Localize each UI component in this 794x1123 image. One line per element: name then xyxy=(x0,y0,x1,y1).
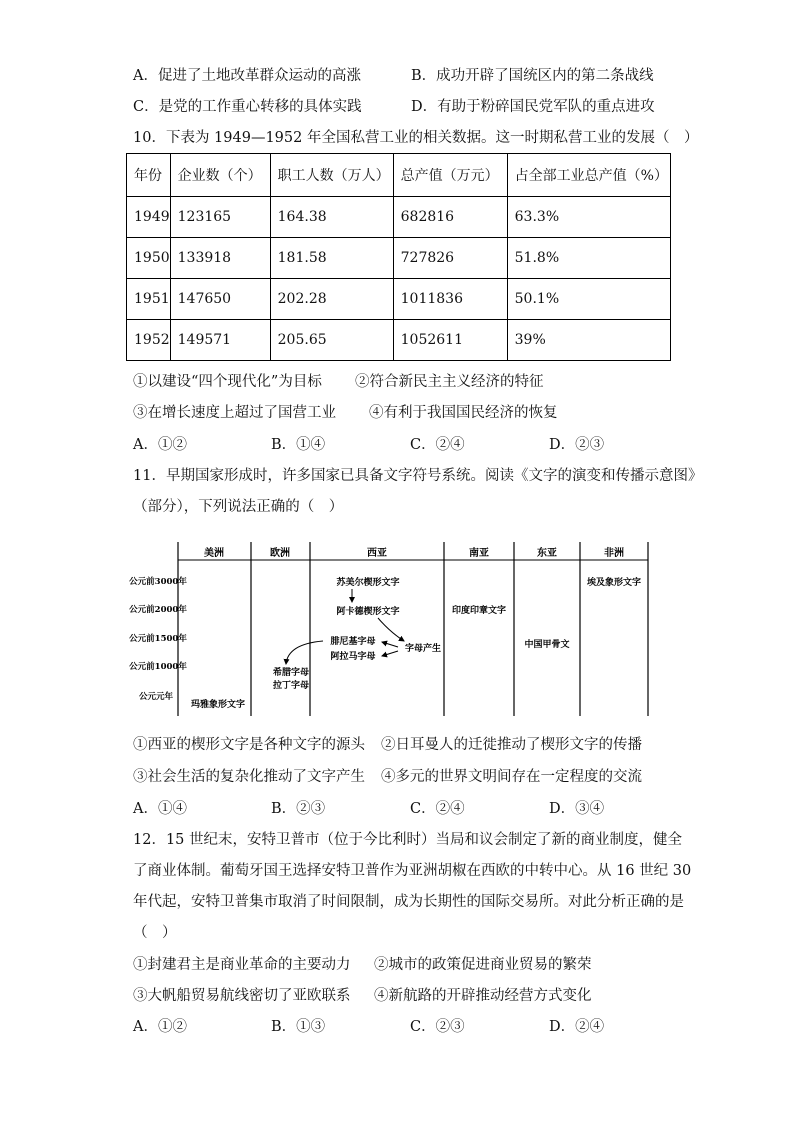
table-cell: 181.58 xyxy=(270,238,393,279)
script-sumerian: 苏美尔楔形文字 xyxy=(336,578,400,588)
q11-option-b: B．②③ xyxy=(271,801,326,817)
table-header-row xyxy=(127,154,671,197)
q9-option-c: C．是党的工作重心转移的具体实践 xyxy=(133,99,362,115)
table-row xyxy=(127,279,671,320)
q9-option-a: A．促进了土地改革群众运动的高涨 xyxy=(133,68,361,84)
q10-statement-4: ④有利于我国国民经济的恢复 xyxy=(369,405,558,421)
script-greek: 希腊字母 xyxy=(272,668,310,678)
table-cell: 149571 xyxy=(170,320,270,361)
arrow-akkadian-to-alphabet xyxy=(378,618,404,641)
q12-statement-2: ②城市的政策促进商业贸易的繁荣 xyxy=(374,957,592,973)
era-1500bc: 公元前1500年 xyxy=(129,634,187,644)
q10-statement-2: ②符合新民主主义经济的特征 xyxy=(355,374,544,390)
region-west-asia: 西亚 xyxy=(367,548,387,559)
table-cell: 1949 xyxy=(127,197,171,238)
era-3000bc: 公元前3000年 xyxy=(129,577,187,587)
table-cell: 123165 xyxy=(170,197,270,238)
q10-option-b: B．①④ xyxy=(271,437,326,453)
q12-stem-line-1: 12．15 世纪末，安特卫普市（位于今比利时）当局和议会制定了新的商业制度，健全 xyxy=(133,832,683,848)
arrow-alphabet-to-aramaic xyxy=(382,651,398,656)
script-aramaic: 阿拉马字母 xyxy=(330,652,376,662)
table-cell: 1950 xyxy=(127,238,171,279)
writing-evolution-diagram xyxy=(128,540,658,718)
table-row xyxy=(127,197,671,238)
q11-option-d: D．③④ xyxy=(549,801,605,817)
table-cell: 1952 xyxy=(127,320,171,361)
era-2000bc: 公元前2000年 xyxy=(129,605,187,615)
table-cell: 63.3% xyxy=(507,197,670,238)
q10-option-d: D．②③ xyxy=(549,437,605,453)
script-phoenician: 腓尼基字母 xyxy=(330,637,376,647)
table-cell: 50.1% xyxy=(507,279,670,320)
region-africa: 非洲 xyxy=(604,548,624,559)
q11-statement-3: ③社会生活的复杂化推动了文字产生 xyxy=(133,769,365,785)
table-header-cell: 总产值（万元） xyxy=(393,154,507,197)
script-egypt: 埃及象形文字 xyxy=(586,578,642,588)
table-cell: 164.38 xyxy=(270,197,393,238)
table-cell: 1052611 xyxy=(393,320,507,361)
q11-stem-line-1: 11．早期国家形成时，许多国家已具备文字符号系统。阅读《文字的演变和传播示意图》 xyxy=(133,468,703,484)
q11-option-a: A．①④ xyxy=(133,801,187,817)
table-cell: 147650 xyxy=(170,279,270,320)
table-header-cell: 年份 xyxy=(127,154,171,197)
q11-statement-4: ④多元的世界文明间存在一定程度的交流 xyxy=(381,769,642,785)
q10-option-a: A．①② xyxy=(133,437,187,453)
era-year-1: 公元元年 xyxy=(138,692,174,702)
table-cell: 202.28 xyxy=(270,279,393,320)
table-cell: 205.65 xyxy=(270,320,393,361)
table-header-cell: 职工人数（万人） xyxy=(270,154,393,197)
q12-statement-4: ④新航路的开辟推动经营方式变化 xyxy=(374,988,592,1004)
table-cell: 39% xyxy=(507,320,670,361)
table-cell: 727826 xyxy=(393,238,507,279)
q10-data-table xyxy=(126,153,671,361)
q10-statement-3: ③在增长速度上超过了国营工业 xyxy=(133,405,336,421)
q12-option-d: D．②④ xyxy=(549,1019,605,1035)
q12-option-a: A．①② xyxy=(133,1019,187,1035)
table-row xyxy=(127,238,671,279)
q9-option-b: B．成功开辟了国统区内的第二条战线 xyxy=(411,68,654,84)
q12-stem-line-4: （ ） xyxy=(133,925,177,941)
era-1000bc: 公元前1000年 xyxy=(129,662,187,672)
region-south-asia: 南亚 xyxy=(469,548,489,559)
table-cell: 1951 xyxy=(127,279,171,320)
script-oracle-bone: 中国甲骨文 xyxy=(524,640,570,650)
q11-stem-line-2: （部分），下列说法正确的（ ） xyxy=(133,499,344,515)
table-cell: 682816 xyxy=(393,197,507,238)
arrow-phoenician-to-greek xyxy=(286,641,323,664)
q10-stem: 10．下表为 1949—1952 年全国私营工业的相关数据。这一时期私营工业的发展（ ） xyxy=(133,130,699,146)
table-header-cell: 企业数（个） xyxy=(170,154,270,197)
q9-option-d: D．有助于粉碎国民党军队的重点进攻 xyxy=(411,99,655,115)
arrow-alphabet-to-phoenician xyxy=(382,642,398,647)
script-alphabet-origin: 字母产生 xyxy=(404,644,442,654)
region-america: 美洲 xyxy=(204,548,224,559)
script-latin: 拉丁字母 xyxy=(272,681,310,691)
table-cell: 1011836 xyxy=(393,279,507,320)
q10-option-c: C．②④ xyxy=(410,437,465,453)
table-cell: 133918 xyxy=(170,238,270,279)
q11-option-c: C．②④ xyxy=(410,801,465,817)
q12-option-b: B．①③ xyxy=(271,1019,326,1035)
q12-option-c: C．②③ xyxy=(410,1019,465,1035)
q12-stem-line-3: 年代起，安特卫普集市取消了时间限制，成为长期性的国际交易所。对此分析正确的是 xyxy=(133,894,684,910)
region-europe: 欧洲 xyxy=(270,548,290,559)
table-row xyxy=(127,320,671,361)
table-cell: 51.8% xyxy=(507,238,670,279)
q12-statement-1: ①封建君主是商业革命的主要动力 xyxy=(133,957,351,973)
table-header-cell: 占全部工业总产值（%） xyxy=(507,154,670,197)
q12-stem-line-2: 了商业体制。葡萄牙国王选择安特卫普作为亚洲胡椒在西欧的中转中心。从 16 世纪 30 xyxy=(133,863,692,879)
q11-statement-1: ①西亚的楔形文字是各种文字的源头 xyxy=(133,737,365,753)
q12-statement-3: ③大帆船贸易航线密切了亚欧联系 xyxy=(133,988,351,1004)
script-maya: 玛雅象形文字 xyxy=(190,700,246,710)
script-akkadian: 阿卡德楔形文字 xyxy=(336,607,400,617)
q11-statement-2: ②日耳曼人的迁徙推动了楔形文字的传播 xyxy=(381,737,642,753)
q10-statement-1: ①以建设“四个现代化”为目标 xyxy=(133,374,322,390)
script-indus: 印度印章文字 xyxy=(451,606,507,616)
region-east-asia: 东亚 xyxy=(537,548,557,559)
